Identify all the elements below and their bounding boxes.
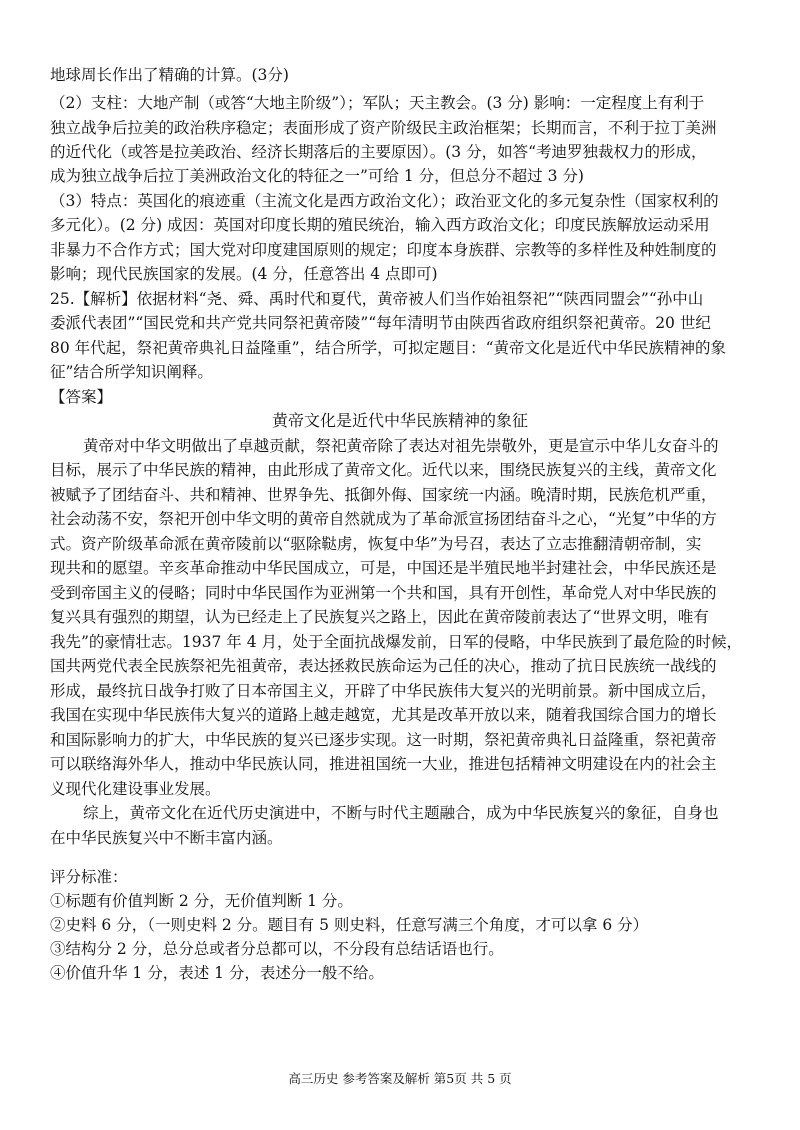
essay-line: 和国际影响力的扩大，中华民族的复兴已逐步实现。这一时期，祭祀黄帝典礼日益隆重，祭祀黄帝 xyxy=(50,731,717,749)
essay-line: 黄帝对中华文明做出了卓越贡献，祭祀黄帝除了表达对祖先崇敬外，更是宣示中华儿女奋斗的 xyxy=(83,437,719,455)
essay-line: 义现代化建设事业发展。 xyxy=(50,780,221,798)
text-line: （3）特点：英国化的痕迹重（主流文化是西方政治文化）；政治亚文化的多元复杂性（国家权利的 xyxy=(50,192,719,210)
essay-line: 受到帝国主义的侵略；同时中华民国作为亚洲第一个共和国，具有开创性，革命党人对中华民族的 xyxy=(50,584,717,602)
text-line: 25.【解析】依据材料“尧、舜、禹时代和夏代，黄帝被人们当作始祖祭祀”“陕西同盟会”“孙中山 xyxy=(50,290,704,308)
essay-line: 形成，最终抗日战争打败了日本帝国主义，开辟了中华民族伟大复兴的光明前景。新中国成立后， xyxy=(50,682,717,700)
essay-line: 现共和的愿望。辛亥革命推动中华民国成立，可是，中国还是半殖民地半封建社会，中华民族还是 xyxy=(50,559,717,577)
text-line: 征”结合所学知识阐释。 xyxy=(50,363,213,381)
text-line: 多元化）。(2 分) 成因：英国对印度长期的殖民统治，输入西方政治文化；印度民族解放运动采用 xyxy=(50,216,710,234)
essay-line: 综上，黄帝文化在近代历史演进中，不断与时代主题融合，成为中华民族复兴的象征，自身也 xyxy=(83,804,719,822)
essay-line: 被赋予了团结奋斗、共和精神、世界争先、抵御外侮、国家统一内涵。晚清时期，民族危机严重， xyxy=(50,486,717,504)
essay-line: 复兴具有强烈的期望，认为已经走上了民族复兴之路上，因此在黄帝陵前表达了“世界文明，唯有 xyxy=(50,608,709,626)
page-footer: 高三历史 参考答案及解析 第5页 共 5 页 xyxy=(288,1071,512,1086)
scoring-item: ③结构分 2 分，总分总或者分总都可以，不分段有总结话语也行。 xyxy=(50,940,504,958)
scoring-heading: 评分标准： xyxy=(50,868,128,886)
text-line: 地球周长作出了精确的计算。(3分) xyxy=(50,66,289,84)
essay-line: 在中华民族复兴中不断丰富内涵。 xyxy=(50,829,283,847)
text-line: （2）支柱：大地产制（或答“大地主阶级”）；军队；天主教会。(3 分) 影响：一定程度上有利于 xyxy=(50,94,705,112)
text-line: 独立战争后拉美的政治秩序稳定；表面形成了资产阶级民主政治框架；长期而言，不利于拉丁美洲 xyxy=(50,119,717,137)
scoring-item: ①标题有价值判断 2 分，无价值判断 1 分。 xyxy=(50,892,353,910)
answer-label: 【答案】 xyxy=(50,388,113,406)
essay-line: 目标，展示了中华民族的精神，由此形成了黄帝文化。近代以来，围绕民族复兴的主线，黄帝文化 xyxy=(50,461,717,479)
essay-line: 国共两党代表全民族祭祀先祖黄帝，表达拯救民族命运为己任的决心，推动了抗日民族统一战线的 xyxy=(50,657,717,675)
essay-line: 我国在实现中华民族伟大复兴的道路上越走越宽，尤其是改革开放以来，随着我国综合国力的增长 xyxy=(50,706,717,724)
scoring-item: ②史料 6 分，（一则史料 2 分。题目有 5 则史料，任意写满三个角度，才可以拿 6 分） xyxy=(50,916,649,934)
scoring-item: ④价值升华 1 分，表述 1 分，表述分一般不给。 xyxy=(50,964,384,982)
essay-line: 可以联络海外华人，推动中华民族认同，推进祖国统一大业，推进包括精神文明建设在内的社会主 xyxy=(50,755,717,773)
text-line: 的近代化（或答是拉美政治、经济长期落后的主要原因）。(3 分，如答“考迪罗独裁权力的形成， xyxy=(50,143,707,161)
text-line: 非暴力不合作方式；国大党对印度建国原则的规定；印度本身族群、宗教等的多样性及种姓制度的 xyxy=(50,241,717,259)
essay-title: 黄帝文化是近代中华民族精神的象征 xyxy=(271,411,528,430)
text-line: 影响；现代民族国家的发展。(4 分，任意答出 4 点即可) xyxy=(50,265,438,283)
text-line: 成为独立战争后拉丁美洲政治文化的特征之一”可给 1 分，但总分不超过 3 分) xyxy=(50,167,584,185)
text-line: 委派代表团”“国民党和共产党共同祭祀黄帝陵”“每年清明节由陕西省政府组织祭祀黄帝。20 世纪 xyxy=(50,314,711,332)
essay-line: 式。资产阶级革命派在黄帝陵前以“驱除鞑虏，恢复中华”为号召，表达了立志推翻清朝帝制，实 xyxy=(50,535,702,553)
text-line: 80 年代起，祭祀黄帝典礼日益隆重”，结合所学，可拟定题目：“黄帝文化是近代中华民族精神的象 xyxy=(50,339,727,357)
essay-line: 社会动荡不安，祭祀开创中华文明的黄帝自然就成为了革命派宣扬团结奋斗之心，“光复”中华的方 xyxy=(50,510,717,528)
essay-line: 我先”的豪情壮志。1937 年 4 月，处于全面抗战爆发前，日军的侵略，中华民族到了最危险的时候， xyxy=(50,633,743,651)
